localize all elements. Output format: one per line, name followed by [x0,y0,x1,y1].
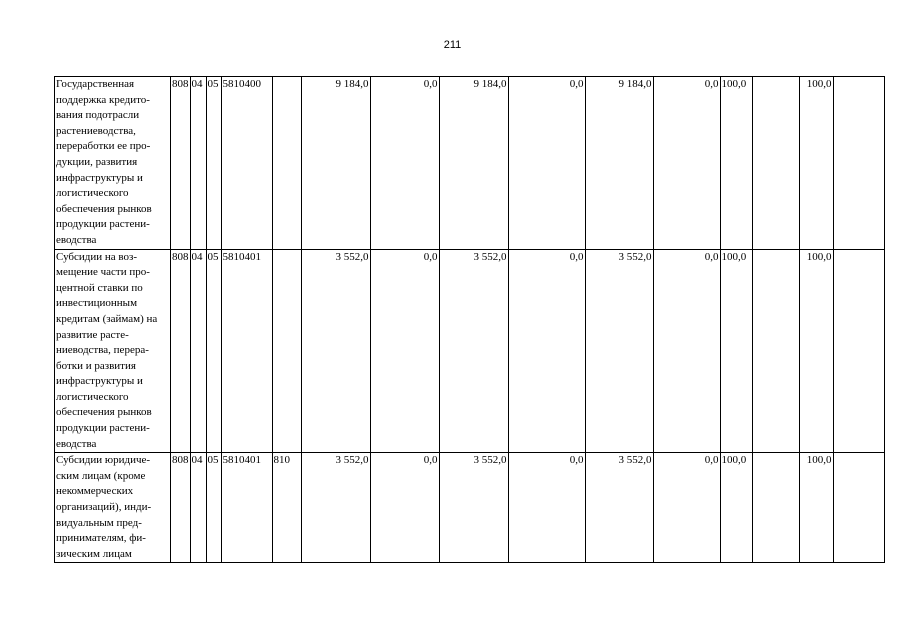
code-subsection: 05 [206,77,221,250]
value-10 [833,453,884,563]
value-3: 9 184,0 [439,77,508,250]
value-2: 0,0 [370,453,439,563]
value-4: 0,0 [508,249,585,453]
value-5: 9 184,0 [585,77,653,250]
code-expense-type: 810 [272,453,301,563]
value-9: 100,0 [799,249,833,453]
value-10 [833,249,884,453]
value-8 [752,453,799,563]
value-7: 100,0 [720,77,752,250]
value-8 [752,77,799,250]
value-2: 0,0 [370,77,439,250]
value-10 [833,77,884,250]
code-section: 04 [190,453,206,563]
code-target-article: 5810401 [221,249,272,453]
code-ministry: 808 [171,77,191,250]
page-number: 211 [443,39,462,51]
code-ministry: 808 [171,453,191,563]
code-expense-type [272,77,301,250]
code-ministry: 808 [171,249,191,453]
value-1: 3 552,0 [301,249,370,453]
value-2: 0,0 [370,249,439,453]
row-name: Субсидии на воз-мещение части про-центной ставки по инвестиционным кредитам (займам) на развитие расте-ниеводства, перера-ботки и развития инфраструктуры и логистического обеспечения рынков продукции растени-еводства [55,249,171,453]
value-1: 3 552,0 [301,453,370,563]
value-9: 100,0 [799,453,833,563]
code-subsection: 05 [206,249,221,453]
code-section: 04 [190,249,206,453]
value-1: 9 184,0 [301,77,370,250]
row-name: Субсидии юридиче-ским лицам (кроме некоммерческих организаций), инди-видуальным пред-принимателям, фи-зическим лицам [55,453,171,563]
value-3: 3 552,0 [439,453,508,563]
value-5: 3 552,0 [585,453,653,563]
code-section: 04 [190,77,206,250]
value-4: 0,0 [508,453,585,563]
budget-table [54,76,885,563]
table-row [55,77,885,250]
code-target-article: 5810401 [221,453,272,563]
code-subsection: 05 [206,453,221,563]
value-6: 0,0 [653,77,720,250]
value-6: 0,0 [653,249,720,453]
table-row [55,453,885,563]
code-target-article: 5810400 [221,77,272,250]
value-6: 0,0 [653,453,720,563]
value-8 [752,249,799,453]
table-row [55,249,885,453]
value-7: 100,0 [720,453,752,563]
value-4: 0,0 [508,77,585,250]
value-9: 100,0 [799,77,833,250]
code-expense-type [272,249,301,453]
value-3: 3 552,0 [439,249,508,453]
value-5: 3 552,0 [585,249,653,453]
row-name: Государственная поддержка кредито-вания подотрасли растениеводства, переработки ее про-дукции, развития инфраструктуры и логистического обеспечения рынков продукции растени-еводства [55,77,171,250]
value-7: 100,0 [720,249,752,453]
